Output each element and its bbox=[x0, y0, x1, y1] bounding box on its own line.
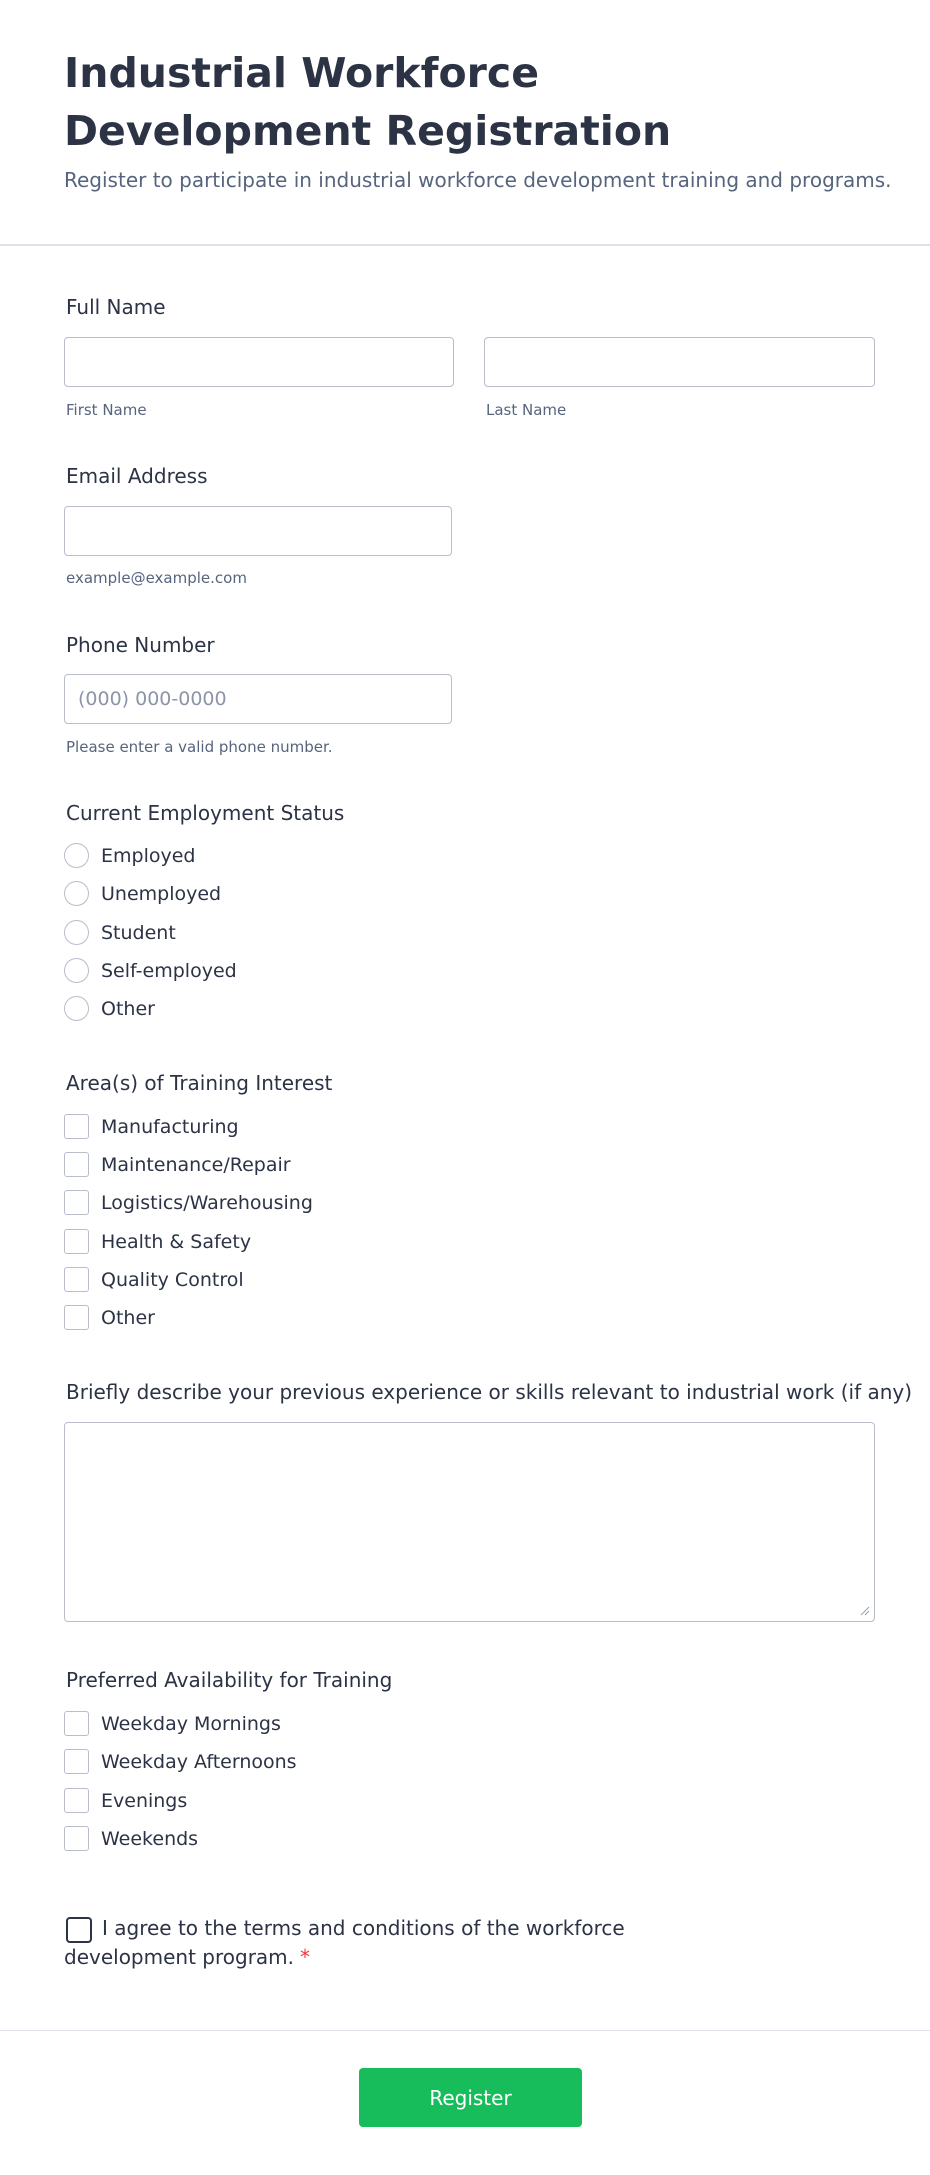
option-label: Weekends bbox=[101, 1828, 199, 1850]
phone-sublabel: Please enter a valid phone number. bbox=[66, 738, 333, 756]
option-label: Self-employed bbox=[101, 960, 237, 982]
radio-button[interactable] bbox=[64, 996, 89, 1021]
first-name-sublabel: First Name bbox=[66, 401, 147, 419]
checkbox[interactable] bbox=[64, 1229, 89, 1254]
experience-label: Briefly describe your previous experience or skills relevant to industrial work (if any) bbox=[66, 1380, 913, 1404]
page-subtitle: Register to participate in industrial workforce development training and programs. bbox=[64, 168, 892, 192]
email-label: Email Address bbox=[66, 464, 208, 488]
option-label: Student bbox=[101, 922, 176, 944]
last-name-sublabel: Last Name bbox=[486, 401, 567, 419]
radio-button[interactable] bbox=[64, 843, 89, 868]
checkbox[interactable] bbox=[64, 1788, 89, 1813]
checkbox[interactable] bbox=[64, 1267, 89, 1292]
last-name-input[interactable] bbox=[484, 337, 875, 387]
phone-label: Phone Number bbox=[66, 633, 215, 657]
phone-input[interactable] bbox=[64, 674, 452, 724]
option-label: Other bbox=[101, 998, 155, 1020]
footer-divider bbox=[0, 2030, 930, 2031]
option-label: Weekday Afternoons bbox=[101, 1751, 297, 1773]
register-button[interactable]: Register bbox=[359, 2068, 582, 2127]
terms-text: I agree to the terms and conditions of the workforce development program. bbox=[64, 1916, 625, 1969]
checkbox[interactable] bbox=[64, 1114, 89, 1139]
option-label: Unemployed bbox=[101, 883, 222, 905]
training-interest-label: Area(s) of Training Interest bbox=[66, 1071, 333, 1095]
checkbox[interactable] bbox=[64, 1749, 89, 1774]
experience-textarea[interactable] bbox=[64, 1422, 875, 1622]
page-title: Industrial Workforce Development Registration bbox=[64, 49, 672, 155]
option-label: Manufacturing bbox=[101, 1116, 239, 1138]
checkbox[interactable] bbox=[64, 1305, 89, 1330]
option-label: Logistics/Warehousing bbox=[101, 1192, 313, 1214]
checkbox[interactable] bbox=[64, 1190, 89, 1215]
radio-button[interactable] bbox=[64, 920, 89, 945]
option-label: Maintenance/Repair bbox=[101, 1154, 291, 1176]
option-label: Weekday Mornings bbox=[101, 1713, 281, 1735]
resize-grip-icon[interactable] bbox=[858, 1604, 870, 1616]
terms-label bbox=[64, 1914, 744, 1972]
availability-label: Preferred Availability for Training bbox=[66, 1668, 393, 1692]
first-name-input[interactable] bbox=[64, 337, 454, 387]
checkbox[interactable] bbox=[64, 1711, 89, 1736]
radio-button[interactable] bbox=[64, 881, 89, 906]
employment-status-label: Current Employment Status bbox=[66, 801, 345, 825]
email-input[interactable] bbox=[64, 506, 452, 556]
full-name-label: Full Name bbox=[66, 295, 166, 319]
option-label: Evenings bbox=[101, 1790, 188, 1812]
radio-button[interactable] bbox=[64, 958, 89, 983]
option-label: Health & Safety bbox=[101, 1231, 252, 1253]
option-label: Other bbox=[101, 1307, 155, 1329]
checkbox[interactable] bbox=[64, 1152, 89, 1177]
email-sublabel: example@example.com bbox=[66, 569, 247, 587]
required-asterisk: * bbox=[300, 1945, 311, 1969]
option-label: Quality Control bbox=[101, 1269, 244, 1291]
checkbox[interactable] bbox=[64, 1826, 89, 1851]
form-header bbox=[0, 0, 930, 246]
option-label: Employed bbox=[101, 845, 196, 867]
